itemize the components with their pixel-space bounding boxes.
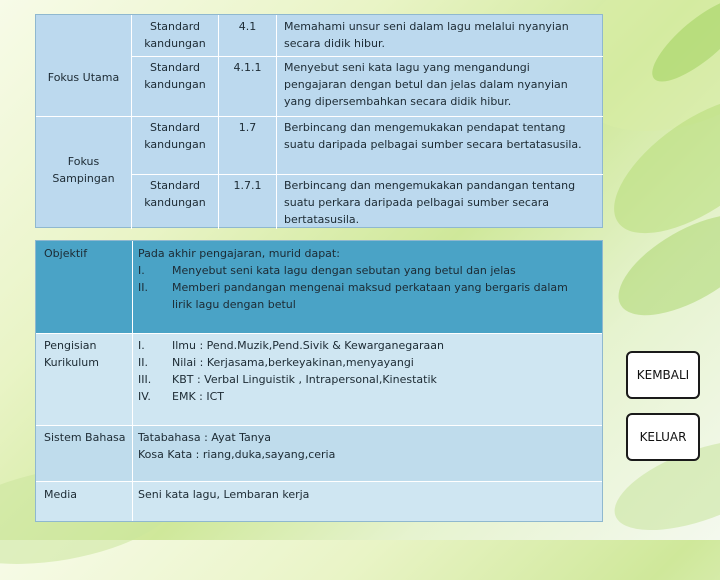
column-divider <box>276 15 277 229</box>
sistem-bahasa-label: Sistem Bahasa <box>44 431 126 444</box>
lesson-plan-table <box>35 240 603 522</box>
standard-description: Berbincang dan mengemukakan pendapat tentang suatu daripada pelbagai sumber secara bertatasusila. <box>284 121 582 151</box>
row-divider <box>131 56 603 57</box>
standard-label: Standard kandungan <box>144 20 206 50</box>
standard-code: 4.1.1 <box>233 61 262 74</box>
item-text: Memberi pandangan mengenai maksud perkataan yang bergaris dalam lirik lagu dengan betul <box>172 281 568 311</box>
item-text: Menyebut seni kata lagu dengan sebutan yang betul dan jelas <box>172 264 516 277</box>
standard-kandungan-table <box>35 14 603 228</box>
media-content: Seni kata lagu, Lembaran kerja <box>138 488 310 501</box>
standard-code: 4.1 <box>238 20 257 33</box>
item-number: II. <box>138 281 148 294</box>
row-divider <box>36 333 602 334</box>
tatabahasa: Tatabahasa : Ayat Tanya <box>138 431 271 444</box>
pengisian-item <box>138 354 598 371</box>
item-text: Ilmu : Pend.Muzik,Pend.Sivik & Kewarganegaraan <box>172 339 444 352</box>
media-label: Media <box>44 488 78 501</box>
item-number: II. <box>138 356 148 369</box>
standard-description: Menyebut seni kata lagu yang mengandungi pengajaran dengan betul dan jelas dalam nyanyian yang dipersembahkan secara didik hibur. <box>284 61 568 108</box>
objektif-item <box>138 279 598 313</box>
pengisian-item <box>138 337 598 354</box>
item-number: I. <box>138 264 145 277</box>
item-number: I. <box>138 339 145 352</box>
objektif-intro: Pada akhir pengajaran, murid dapat: <box>138 247 340 260</box>
item-text: EMK : ICT <box>172 390 224 403</box>
standard-description: Berbincang dan mengemukakan pandangan tentang suatu perkara daripada pelbagai sumber secara bertatasusila. <box>284 179 576 226</box>
standard-code: 1.7.1 <box>233 179 262 192</box>
objektif-label: Objektif <box>44 247 88 260</box>
sistem-bahasa-content <box>138 429 598 463</box>
item-text: Nilai : Kerjasama,berkeyakinan,menyayangi <box>172 356 414 369</box>
kosa-kata: Kosa Kata : riang,duka,sayang,ceria <box>138 448 336 461</box>
pengisian-item <box>138 371 598 388</box>
item-number: IV. <box>138 390 151 403</box>
row-divider <box>131 174 603 175</box>
standard-code: 1.7 <box>238 121 257 134</box>
row-divider <box>36 425 602 426</box>
standard-description: Memahami unsur seni dalam lagu melalui nyanyian secara didik hibur. <box>284 20 569 50</box>
kembali-button[interactable]: KEMBALI <box>626 351 700 399</box>
row-divider <box>36 481 602 482</box>
pengisian-content <box>138 337 598 405</box>
standard-label: Standard kandungan <box>144 121 206 151</box>
pengisian-label: Pengisian Kurikulum <box>44 339 99 369</box>
fokus-sampingan-label: Fokus Sampingan <box>52 155 115 185</box>
objektif-content <box>138 245 598 313</box>
pengisian-item <box>138 388 598 405</box>
standard-label: Standard kandungan <box>144 61 206 91</box>
column-divider <box>132 241 133 521</box>
item-text: KBT : Verbal Linguistik , Intrapersonal,Kinestatik <box>172 373 437 386</box>
item-number: III. <box>138 373 152 386</box>
objektif-item <box>138 262 598 279</box>
row-divider <box>36 116 603 117</box>
standard-label: Standard kandungan <box>144 179 206 209</box>
fokus-utama-label: Fokus Utama <box>47 71 120 84</box>
keluar-button[interactable]: KELUAR <box>626 413 700 461</box>
